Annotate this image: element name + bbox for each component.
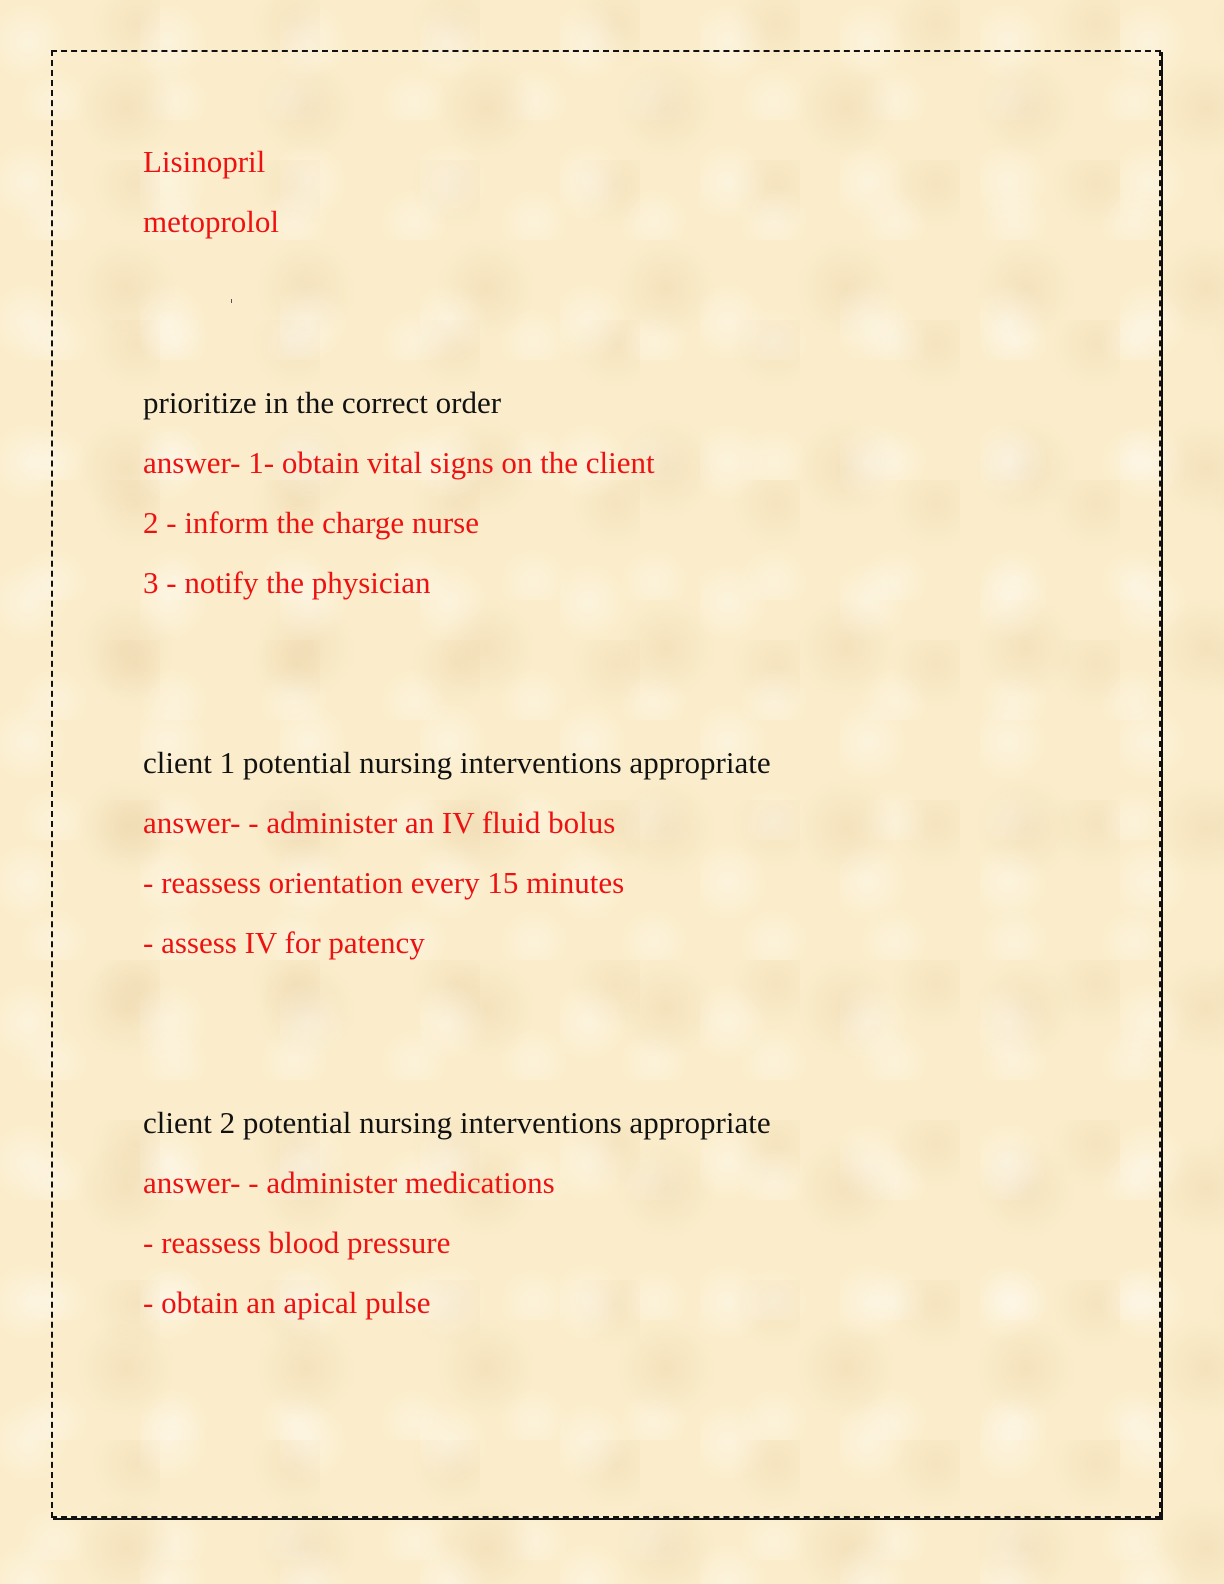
client2-answer-2: - reassess blood pressure xyxy=(143,1225,451,1260)
stray-mark xyxy=(231,299,232,303)
prioritize-answer-3: 3 - notify the physician xyxy=(143,565,431,600)
client1-answer-3: - assess IV for patency xyxy=(143,925,425,960)
medication-lisinopril: Lisinopril xyxy=(143,144,266,179)
client1-answer-2: - reassess orientation every 15 minutes xyxy=(143,865,625,900)
client2-answer-3: - obtain an apical pulse xyxy=(143,1285,431,1320)
client2-question: client 2 potential nursing interventions appropriate xyxy=(143,1105,771,1140)
client1-answer-1: answer- - administer an IV fluid bolus xyxy=(143,805,616,840)
client1-question: client 1 potential nursing interventions appropriate xyxy=(143,745,771,780)
client2-answer-1: answer- - administer medications xyxy=(143,1165,555,1200)
medication-metoprolol: metoprolol xyxy=(143,204,280,239)
prioritize-answer-1: answer- 1- obtain vital signs on the client xyxy=(143,445,655,480)
prioritize-answer-2: 2 - inform the charge nurse xyxy=(143,505,480,540)
prioritize-question: prioritize in the correct order xyxy=(143,385,502,420)
